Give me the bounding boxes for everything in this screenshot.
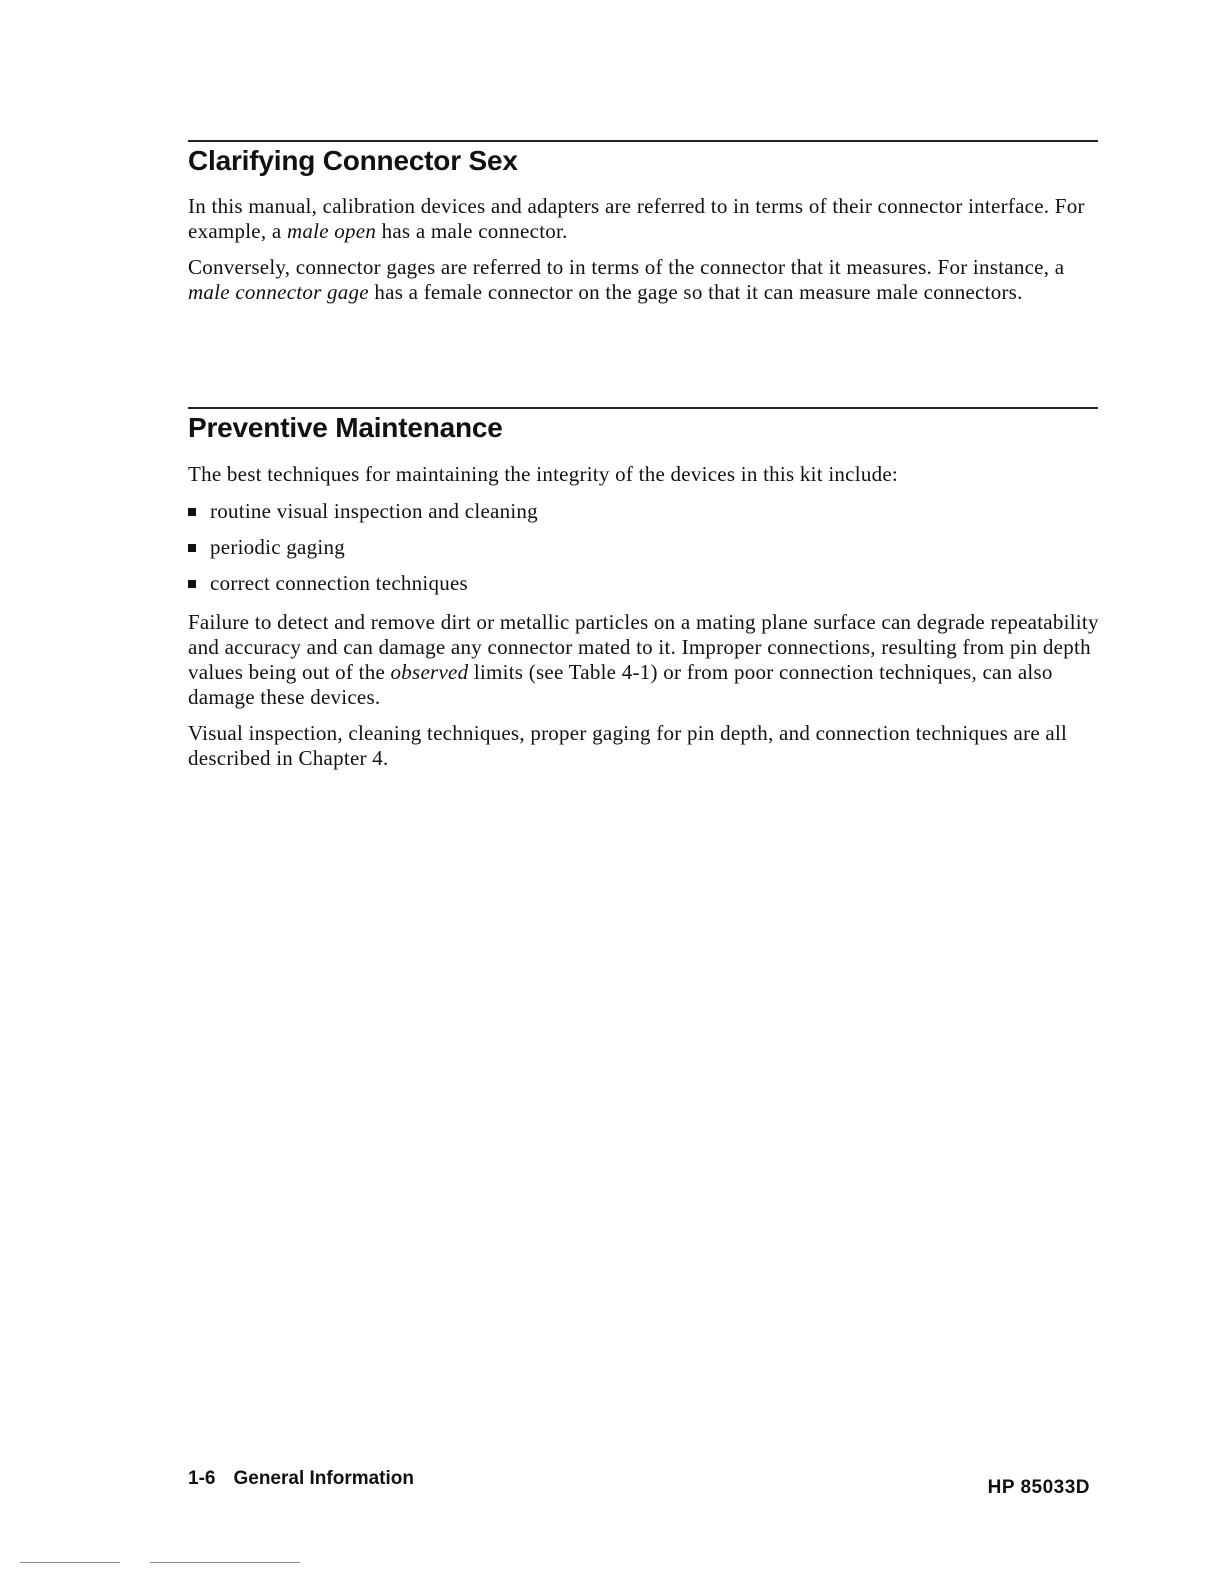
bullet-icon xyxy=(188,580,196,588)
paragraph: In this manual, calibration devices and adapters are referred to in terms of their connector interface. For example, a male open has a male connector. xyxy=(188,194,1085,243)
paragraph: The best techniques for maintaining the integrity of the devices in this kit include: xyxy=(188,462,898,486)
page-number: 1-6 xyxy=(188,1468,216,1489)
paragraph: Visual inspection, cleaning techniques, proper gaging for pin depth, and connection techniques are all described in Chapter 4. xyxy=(188,721,1068,770)
list-item xyxy=(188,499,1108,524)
scan-artifact-line xyxy=(20,1562,120,1563)
bullet-icon xyxy=(188,544,196,552)
section-preventive-maintenance xyxy=(188,411,1108,771)
emphasis-text: observed xyxy=(390,660,469,684)
list-item xyxy=(188,535,1108,560)
list-item-text: periodic gaging xyxy=(210,535,345,559)
section-clarifying-connector-sex xyxy=(188,144,1108,305)
list-item-text: correct connection techniques xyxy=(210,571,468,595)
section-heading: Preventive Maintenance xyxy=(188,412,503,443)
section-rule xyxy=(188,140,1098,142)
footer-section-name: General Information xyxy=(233,1468,414,1489)
emphasis-text: male connector gage xyxy=(188,280,369,304)
paragraph: Conversely, connector gages are referred to in terms of the connector that it measures. For instance, a male connector gage has a female connector on the gage so that it can measure male connectors. xyxy=(188,255,1065,304)
list-item-text: routine visual inspection and cleaning xyxy=(210,499,538,523)
section-rule xyxy=(188,407,1098,409)
section-heading: Clarifying Connector Sex xyxy=(188,145,518,176)
scan-artifact-line xyxy=(150,1562,300,1563)
paragraph: Failure to detect and remove dirt or metallic particles on a mating plane surface can degrade repeatability and accuracy and can damage any connector mated to it. Improper connections, resulting from pin depth values being out of the observed limits (see Table 4-1) or from poor connection techniques, can also damage these devices. xyxy=(188,610,1099,709)
bullet-icon xyxy=(188,508,196,516)
list-item xyxy=(188,571,1108,596)
page-footer-left xyxy=(188,1468,414,1490)
footer-product-name: HP 85033D xyxy=(987,1477,1090,1498)
emphasis-text: male open xyxy=(286,219,377,243)
bullet-list xyxy=(188,499,1108,596)
